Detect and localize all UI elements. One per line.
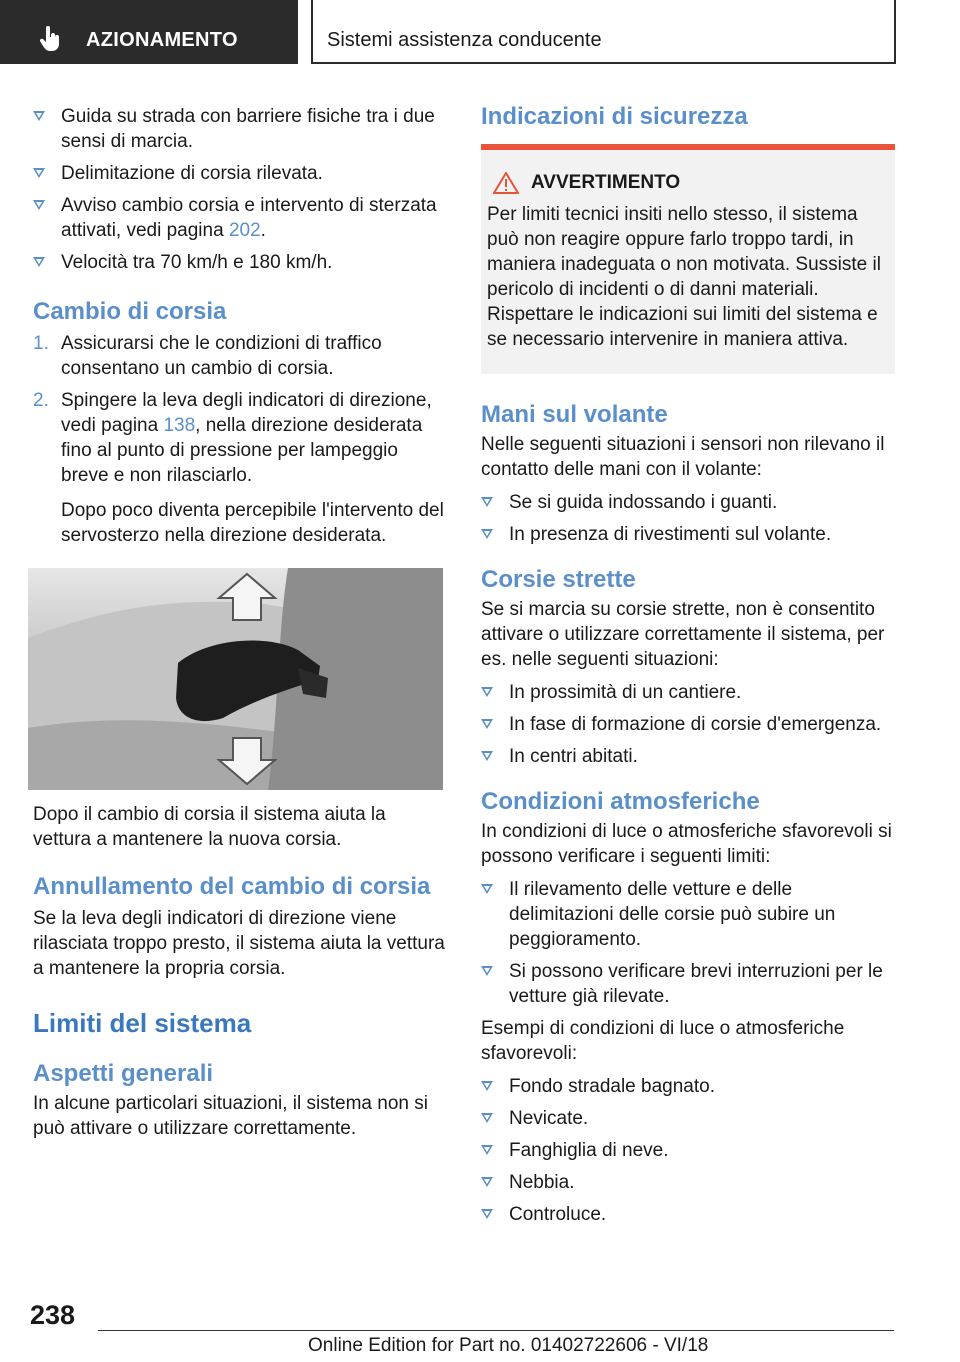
bullet-list-top bbox=[33, 104, 445, 275]
heading-limiti-sistema: Limiti del sistema bbox=[33, 1008, 252, 1038]
list-item: 1. Assicurarsi che le condizioni di traffico consentano un cambio di corsia. bbox=[33, 333, 382, 379]
triangle-bullet-icon bbox=[481, 687, 493, 697]
triangle-bullet-icon bbox=[481, 966, 493, 976]
esempi-list bbox=[481, 1074, 895, 1227]
list-item: Guida su strada con barriere fisiche tra i due sensi di marcia. bbox=[33, 104, 445, 154]
list-item: Fondo stradale bagnato. bbox=[481, 1074, 895, 1099]
triangle-bullet-icon bbox=[481, 719, 493, 729]
header-section-tab bbox=[0, 0, 298, 64]
triangle-bullet-icon bbox=[481, 1081, 493, 1091]
list-item: Nevicate. bbox=[481, 1106, 895, 1131]
section-title: AZIONAMENTO bbox=[86, 29, 238, 51]
triangle-bullet-icon bbox=[481, 1113, 493, 1123]
heading-aspetti-generali: Aspetti generali bbox=[33, 1060, 214, 1087]
list-item: Nebbia. bbox=[481, 1170, 895, 1195]
lever-illustration bbox=[28, 568, 443, 790]
triangle-bullet-icon bbox=[481, 751, 493, 761]
subsection-title: Sistemi assistenza conducente bbox=[327, 29, 602, 51]
list-item: Delimitazione di corsia rilevata. bbox=[33, 161, 445, 186]
heading-corsie-strette: Corsie strette bbox=[481, 566, 636, 593]
triangle-bullet-icon bbox=[481, 884, 493, 894]
page-number: 238 bbox=[30, 1300, 76, 1330]
steps-list bbox=[33, 331, 445, 488]
heading-mani-volante: Mani sul volante bbox=[481, 401, 668, 428]
list-item: In centri abitati. bbox=[481, 744, 895, 769]
heading-condizioni-atmosferiche: Condizioni atmosferiche bbox=[481, 788, 760, 815]
triangle-bullet-icon bbox=[33, 257, 45, 267]
warning-triangle-icon bbox=[493, 172, 519, 194]
heading-annullamento: Annullamento del cambio di corsia bbox=[33, 873, 431, 900]
corsie-text: Se si marcia su corsie strette, non è consentito attivare o utilizzare correttamente il sistema, per es. nelle seguenti situazioni: bbox=[481, 599, 885, 670]
warning-box bbox=[481, 144, 895, 374]
condizioni-list bbox=[481, 877, 895, 1009]
mani-list bbox=[481, 490, 895, 547]
triangle-bullet-icon bbox=[481, 1209, 493, 1219]
corsie-list bbox=[481, 680, 895, 769]
aspetti-text: In alcune particolari situazioni, il sistema non si può attivare o utilizzare correttamente. bbox=[33, 1093, 428, 1139]
esempi-text: Esempi di condizioni di luce o atmosferiche sfavorevoli: bbox=[481, 1018, 845, 1064]
heading-sicurezza: Indicazioni di sicurezza bbox=[481, 103, 748, 130]
list-item: Controluce. bbox=[481, 1202, 895, 1227]
header-subsection bbox=[311, 0, 896, 64]
triangle-bullet-icon bbox=[481, 529, 493, 539]
warning-text: Per limiti tecnici insiti nello stesso, il sistema può non reagire oppure farlo troppo tardi, in maniera inadeguata o non motivata. Sussiste il pericolo di incidenti o di danni materiali. Rispettare le indicazioni sui limiti del sistema e se necessario intervenire in maniera attiva. bbox=[487, 204, 881, 350]
list-item: Se si guida indossando i guanti. bbox=[481, 490, 895, 515]
list-item: Il rilevamento delle vetture e delle delimitazioni delle corsie può subire un peggioramento. bbox=[481, 877, 895, 952]
after-image-text: Dopo il cambio di corsia il sistema aiuta la vettura a mantenere la nuova corsia. bbox=[33, 804, 386, 850]
warning-label: AVVERTIMENTO bbox=[531, 172, 681, 193]
hand-pointer-icon bbox=[40, 26, 62, 52]
triangle-bullet-icon bbox=[481, 1177, 493, 1187]
list-item: Fanghiglia di neve. bbox=[481, 1138, 895, 1163]
triangle-bullet-icon bbox=[33, 200, 45, 210]
edition-text: Online Edition for Part no. 01402722606 - VI/18 bbox=[308, 1335, 709, 1356]
page-link-138[interactable]: 138 bbox=[163, 415, 196, 436]
condizioni-text: In condizioni di luce o atmosferiche sfavorevoli si possono verificare i seguenti limiti: bbox=[481, 821, 892, 867]
turn-signal-lever-image bbox=[28, 568, 443, 790]
list-item: Si possono verificare brevi interruzioni per le vetture già rilevate. bbox=[481, 959, 895, 1009]
list-item: In fase di formazione di corsie d'emergenza. bbox=[481, 712, 895, 737]
mani-text: Nelle seguenti situazioni i sensori non rilevano il contatto delle mani con il volante: bbox=[481, 434, 885, 480]
annullamento-text: Se la leva degli indicatori di direzione viene rilasciata troppo presto, il sistema aiuta la vettura a mantenere la propria corsia. bbox=[33, 908, 445, 979]
page-link-202[interactable]: 202 bbox=[228, 220, 261, 241]
left-column bbox=[33, 100, 445, 1141]
triangle-bullet-icon bbox=[33, 111, 45, 121]
step2-note: Dopo poco diventa percepibile l'intervento del servosterzo nella direzione desiderata. bbox=[61, 500, 444, 546]
list-item: 2. Spingere la leva degli indicatori di direzione, vedi pagina 138, nella direzione desiderata fino al punto di pressione per lampeggio breve e non rilasciarlo. bbox=[33, 390, 432, 486]
watermark: carmanualsonline.info bbox=[727, 1335, 912, 1356]
heading-cambio-corsia: Cambio di corsia bbox=[33, 298, 227, 325]
triangle-bullet-icon bbox=[481, 497, 493, 507]
list-item: Avviso cambio corsia e intervento di sterzata attivati, vedi pagina 202. bbox=[33, 193, 445, 243]
right-column bbox=[481, 100, 895, 1234]
triangle-bullet-icon bbox=[33, 168, 45, 178]
list-item: Velocità tra 70 km/h e 180 km/h. bbox=[33, 250, 445, 275]
warning-header bbox=[487, 172, 883, 194]
list-item: In prossimità di un cantiere. bbox=[481, 680, 895, 705]
list-item: In presenza di rivestimenti sul volante. bbox=[481, 522, 895, 547]
triangle-bullet-icon bbox=[481, 1145, 493, 1155]
footer-divider bbox=[98, 1330, 894, 1331]
